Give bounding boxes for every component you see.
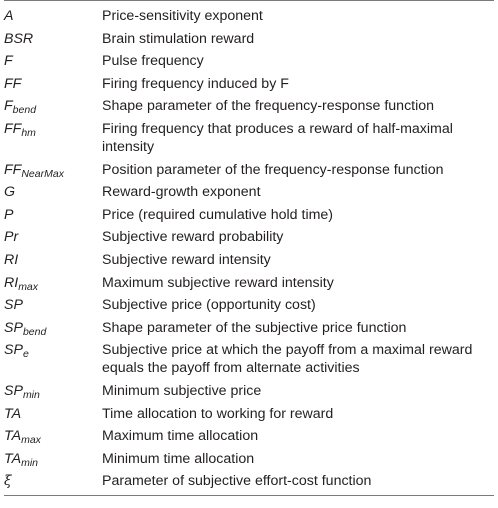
- glossary-row: [4, 405, 494, 423]
- symbol-base: F: [4, 53, 13, 70]
- symbol-subscript: NearMax: [21, 167, 64, 180]
- glossary-symbol: [4, 75, 102, 93]
- symbol-base: SP: [4, 319, 23, 336]
- symbol-base: TA: [4, 450, 22, 467]
- glossary-row: [4, 296, 494, 314]
- glossary-definition: Time allocation to working for reward: [102, 405, 334, 422]
- glossary-symbol: [4, 251, 102, 269]
- glossary-row: [4, 450, 494, 468]
- glossary-definition: Subjective reward intensity: [102, 251, 271, 268]
- glossary-row: [4, 472, 494, 490]
- glossary-symbol: [4, 296, 102, 314]
- glossary-definition: Shape parameter of the frequency-response function: [102, 98, 435, 115]
- symbol-base: FF: [4, 161, 22, 178]
- symbol-base: A: [4, 8, 14, 24]
- symbol-base: TA: [4, 405, 22, 422]
- glossary-definition: Subjective price (opportunity cost): [102, 297, 316, 314]
- glossary-definition: Maximum subjective reward intensity: [102, 274, 334, 291]
- glossary-symbol: [4, 97, 102, 115]
- glossary-row: [4, 251, 494, 269]
- symbol-base: SP: [4, 297, 23, 314]
- glossary-row: [4, 427, 494, 445]
- glossary-row: [4, 120, 494, 156]
- symbol-base: ξ: [4, 473, 12, 490]
- symbol-base: G: [4, 184, 16, 201]
- glossary-symbol: [4, 7, 102, 25]
- glossary-definition: Reward-growth exponent: [102, 184, 261, 201]
- glossary-symbol: [4, 120, 102, 138]
- glossary-symbol: [4, 228, 102, 246]
- glossary-definition: Price (required cumulative hold time): [102, 206, 334, 223]
- symbol-base: RI: [4, 251, 19, 268]
- symbol-subscript: min: [22, 388, 40, 401]
- symbol-subscript: min: [21, 456, 38, 469]
- symbol-base: SP: [4, 342, 23, 359]
- glossary-definition: Maximum time allocation: [102, 428, 259, 445]
- glossary-definition: Pulse frequency: [102, 53, 204, 70]
- glossary-row: [4, 274, 494, 292]
- glossary-symbol: [4, 427, 102, 445]
- glossary-definition: Parameter of subjective effort-cost function: [102, 473, 372, 490]
- glossary-definition: Minimum subjective price: [102, 382, 262, 399]
- glossary-row: [4, 161, 494, 179]
- glossary-symbol: [4, 405, 102, 423]
- symbol-base: F: [4, 98, 13, 115]
- glossary-row: [4, 183, 494, 201]
- glossary-symbol: [4, 341, 102, 359]
- glossary-row: [4, 52, 494, 70]
- glossary-symbol: [4, 52, 102, 70]
- symbol-base: P: [4, 206, 14, 223]
- glossary-row: [4, 206, 494, 224]
- glossary-symbol: [4, 206, 102, 224]
- glossary-symbol: [4, 450, 102, 468]
- symbol-base: RI: [4, 274, 19, 291]
- glossary-definition: Firing frequency that produces a reward of half-maximal intensity: [102, 120, 453, 155]
- symbol-subscript: max: [21, 434, 41, 447]
- glossary-symbol: [4, 319, 102, 337]
- symbol-subscript: max: [18, 280, 39, 293]
- glossary-rows: [4, 1, 494, 490]
- glossary-definition: Firing frequency induced by F: [102, 75, 289, 92]
- symbol-subscript: bend: [12, 104, 37, 117]
- symbol-base: SP: [4, 382, 23, 399]
- symbol-base: BSR: [4, 30, 34, 47]
- symbol-base: FF: [4, 120, 22, 137]
- glossary-definition: Minimum time allocation: [102, 450, 255, 467]
- glossary-row: [4, 75, 494, 93]
- glossary-definition: Shape parameter of the subjective price function: [102, 319, 407, 336]
- symbol-base: FF: [4, 75, 22, 92]
- glossary-symbol: [4, 183, 102, 201]
- glossary-row: [4, 228, 494, 246]
- glossary-symbol: [4, 382, 102, 400]
- glossary-row: [4, 97, 494, 115]
- glossary-definition: Subjective reward probability: [102, 229, 284, 246]
- glossary-symbol: [4, 30, 102, 48]
- glossary-definition: Brain stimulation reward: [102, 30, 255, 47]
- symbol-base: TA: [4, 428, 22, 445]
- glossary-definition: Subjective price at which the payoff from a maximal reward equals the payoff from alternate activities: [102, 342, 473, 377]
- glossary-row: [4, 30, 494, 48]
- glossary-row: [4, 341, 494, 377]
- symbol-base: Pr: [4, 229, 19, 246]
- glossary-definition: Price-sensitivity exponent: [102, 8, 263, 24]
- glossary-row: [4, 319, 494, 337]
- glossary-row: [4, 382, 494, 400]
- glossary-row: [4, 7, 494, 25]
- glossary-symbol: [4, 274, 102, 292]
- glossary-definition: Position parameter of the frequency-response function: [102, 161, 444, 178]
- bottom-rule: [4, 495, 494, 496]
- symbol-subscript: hm: [21, 126, 36, 139]
- symbol-subscript: e: [22, 348, 29, 361]
- glossary-symbol: [4, 161, 102, 179]
- glossary-symbol: [4, 472, 102, 490]
- symbol-subscript: bend: [22, 325, 47, 338]
